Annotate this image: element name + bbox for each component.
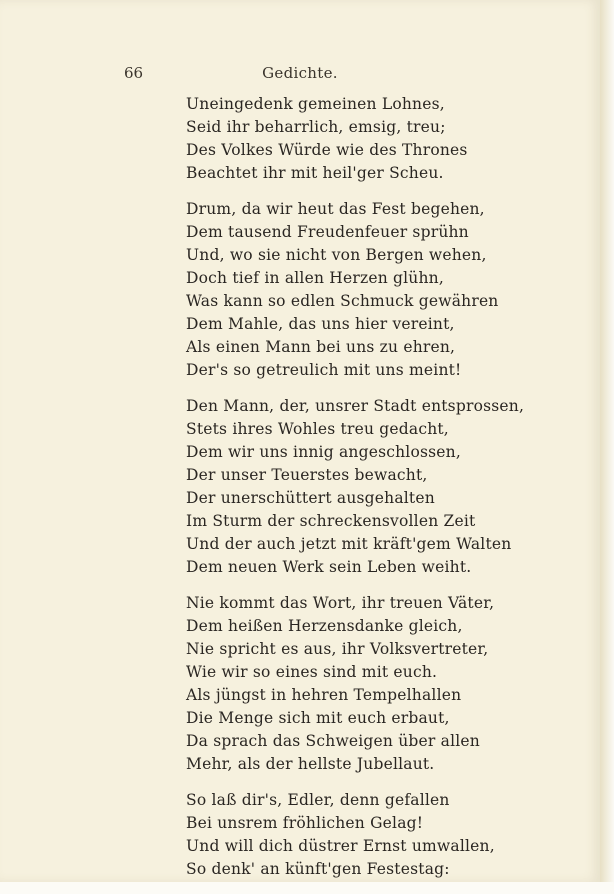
verse-line: Nie spricht es aus, ihr Volksvertreter, [186, 640, 489, 658]
verse-line: Was kann so edlen Schmuck gewähren [186, 292, 499, 310]
verse-line: So laß dir's, Edler, denn gefallen [186, 791, 450, 809]
verse-line: Der's so getreulich mit uns meint! [186, 361, 462, 379]
verse-line: So denk' an künft'gen Festestag: [186, 860, 450, 878]
page-number: 66 [124, 64, 144, 82]
verse-line: Im Sturm der schreckensvollen Zeit [186, 512, 476, 530]
verse-line: Dem neuen Werk sein Leben weiht. [186, 558, 472, 576]
verse-line: Und will dich düstrer Ernst umwallen, [186, 837, 495, 855]
verse-line: Die Menge sich mit euch erbaut, [186, 709, 450, 727]
verse-line: Als jüngst in hehren Tempelhallen [186, 686, 462, 704]
stanza-3 [186, 395, 566, 579]
verse-line: Da sprach das Schweigen über allen [186, 732, 480, 750]
verse-line: Seid ihr beharrlich, emsig, treu; [186, 118, 446, 136]
verse-line: Der unser Teuerstes bewacht, [186, 466, 428, 484]
running-title: Gedichte. [262, 64, 338, 82]
running-head [0, 64, 600, 84]
verse-line: Stets ihres Wohles treu gedacht, [186, 420, 449, 438]
verse-line: Als einen Mann bei uns zu ehren, [186, 338, 456, 356]
verse-line: Doch tief in allen Herzen glühn, [186, 269, 444, 287]
verse-line: Bei unsrem fröhlichen Gelag! [186, 814, 424, 832]
verse-line: Dem Mahle, das uns hier vereint, [186, 315, 455, 333]
verse-line: Des Volkes Würde wie des Thrones [186, 141, 468, 159]
poem [186, 93, 566, 894]
verse-line: Dem heißen Herzensdanke gleich, [186, 617, 463, 635]
stanza-4 [186, 592, 566, 776]
page-edge [600, 0, 614, 882]
verse-line: Nie kommt das Wort, ihr treuen Väter, [186, 594, 495, 612]
stanza-5 [186, 789, 566, 881]
verse-line: Dem tausend Freudenfeuer sprühn [186, 223, 469, 241]
stanza-1 [186, 93, 566, 185]
verse-line: Beachtet ihr mit heil'ger Scheu. [186, 164, 444, 182]
verse-line: Der unerschüttert ausgehalten [186, 489, 435, 507]
stanza-2 [186, 198, 566, 382]
verse-line: Den Mann, der, unsrer Stadt entsprossen, [186, 397, 525, 415]
verse-line: Und, wo sie nicht von Bergen wehen, [186, 246, 487, 264]
verse-line: Wie wir so eines sind mit euch. [186, 663, 438, 681]
verse-line: Dem wir uns innig angeschlossen, [186, 443, 461, 461]
verse-line: Uneingedenk gemeinen Lohnes, [186, 95, 445, 113]
verse-line: Und der auch jetzt mit kräft'gem Walten [186, 535, 512, 553]
verse-line: Drum, da wir heut das Fest begehen, [186, 200, 485, 218]
verse-line: Mehr, als der hellste Jubellaut. [186, 755, 435, 773]
